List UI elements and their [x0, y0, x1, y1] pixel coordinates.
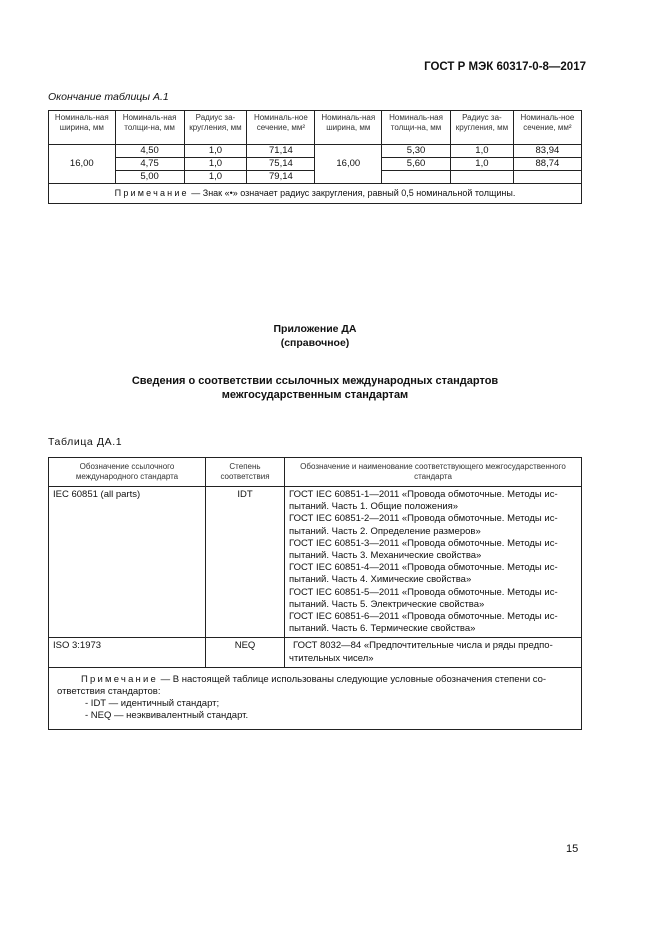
column-header: Номиналь-ное сечение, мм² — [513, 111, 581, 145]
cell-thickness: 4,75 — [115, 158, 184, 171]
national-line: ГОСТ IEC 60851-3—2011 «Провода обмоточные. Методы ис- — [289, 537, 558, 549]
column-header: Радиус за-кругления, мм — [450, 111, 513, 145]
table-da1 — [48, 457, 582, 730]
column-header: Обозначение ссылочного международного стандарта — [49, 458, 206, 487]
appendix-heading-line-1: Сведения о соответствии ссылочных международных стандартов — [131, 375, 499, 387]
cell-radius: 1,0 — [450, 145, 513, 158]
cell-thickness: 5,30 — [382, 145, 451, 158]
cell-empty — [382, 171, 451, 184]
cell-section: 79,14 — [247, 171, 315, 184]
national-line: пытаний. Часть 3. Механические свойства» — [289, 550, 482, 562]
table-header-row — [49, 111, 582, 145]
table-da1-caption: Таблица ДА.1 — [48, 436, 123, 448]
national-line: пытаний. Часть 4. Химические свойства» — [289, 574, 472, 586]
national-line: чтительных чисел» — [289, 652, 374, 664]
cell-national-standard — [285, 487, 582, 638]
note-line: ответствия стандартов: — [57, 686, 161, 698]
cell-thickness: 4,50 — [115, 145, 184, 158]
note-text: — В настоящей таблице использованы следующие условные обозначения степени со- — [158, 673, 547, 685]
national-line: пытаний. Часть 6. Термические свойства» — [289, 623, 476, 635]
cell-degree: NEQ — [206, 638, 285, 667]
note-label: Примечание — [114, 188, 189, 198]
note-label: Примечание — [81, 673, 158, 685]
note-first-line — [57, 674, 575, 686]
national-line: ГОСТ IEC 60851-4—2011 «Провода обмоточные. Методы ис- — [289, 562, 558, 574]
table-header-row — [49, 458, 582, 487]
cell-radius: 1,0 — [450, 158, 513, 171]
document-code: ГОСТ Р МЭК 60317-0-8—2017 — [424, 61, 586, 73]
cell-empty — [450, 171, 513, 184]
table-row — [49, 145, 582, 158]
cell-section: 88,74 — [513, 158, 581, 171]
column-header: Обозначение и наименование соответствующего межгосударственного стандарта — [285, 458, 582, 487]
cell-radius: 1,0 — [184, 145, 247, 158]
national-line: пытаний. Часть 1. Общие положения» — [289, 501, 459, 513]
cell-radius: 1,0 — [184, 158, 247, 171]
cell-national-standard — [285, 638, 582, 667]
national-line: ГОСТ IEC 60851-1—2011 «Провода обмоточные. Методы ис- — [289, 489, 558, 500]
cell-width: 16,00 — [49, 145, 116, 184]
national-line: пытаний. Часть 2. Определение размеров» — [289, 525, 481, 537]
table-row — [49, 638, 582, 667]
column-header: Номиналь-ное сечение, мм² — [247, 111, 315, 145]
appendix-title: Приложение ДА — [273, 323, 357, 335]
national-line: ГОСТ IEC 60851-6—2011 «Провода обмоточные. Методы ис- — [289, 611, 558, 623]
page-number: 15 — [566, 843, 579, 855]
appendix-subtitle: (справочное) — [280, 337, 350, 349]
note-text: — Знак «•» означает радиус закругления, равный 0,5 номинальной толщины. — [188, 188, 516, 198]
table-a1 — [48, 110, 582, 204]
note-item: - IDT — идентичный стандарт; — [85, 698, 220, 710]
cell-thickness: 5,60 — [382, 158, 451, 171]
column-header: Номиналь-ная ширина, мм — [315, 111, 382, 145]
national-line: ГОСТ IEC 60851-2—2011 «Провода обмоточные. Методы ис- — [289, 513, 558, 525]
table-note-row — [49, 667, 582, 729]
appendix-heading-line-2: межгосударственным стандартам — [221, 389, 409, 401]
table-a1-caption: Окончание таблицы А.1 — [48, 91, 169, 103]
cell-section: 83,94 — [513, 145, 581, 158]
cell-thickness: 5,00 — [115, 171, 184, 184]
cell-radius: 1,0 — [184, 171, 247, 184]
table-note — [49, 667, 582, 729]
cell-degree: IDT — [206, 487, 285, 638]
column-header: Номиналь-ная толщи-на, мм — [115, 111, 184, 145]
table-note — [49, 184, 582, 204]
table-note-row — [49, 184, 582, 204]
national-line: пытаний. Часть 5. Электрические свойства» — [289, 598, 485, 610]
column-header: Радиус за-кругления, мм — [184, 111, 247, 145]
cell-empty — [513, 171, 581, 184]
cell-section: 71,14 — [247, 145, 315, 158]
cell-section: 75,14 — [247, 158, 315, 171]
column-header: Номиналь-ная толщи-на, мм — [382, 111, 451, 145]
column-header: Степень соответствия — [206, 458, 285, 487]
table-row — [49, 487, 582, 638]
national-line: ГОСТ IEC 60851-5—2011 «Провода обмоточные. Методы ис- — [289, 586, 558, 598]
cell-intl-standard: IEC 60851 (all parts) — [49, 487, 206, 638]
column-header: Номиналь-ная ширина, мм — [49, 111, 116, 145]
cell-width: 16,00 — [315, 145, 382, 184]
national-line: ГОСТ 8032—84 «Предпочтительные числа и ряды предпо- — [293, 640, 553, 652]
cell-intl-standard: ISO 3:1973 — [49, 638, 206, 667]
note-item: - NEQ — неэквивалентный стандарт. — [85, 710, 249, 722]
